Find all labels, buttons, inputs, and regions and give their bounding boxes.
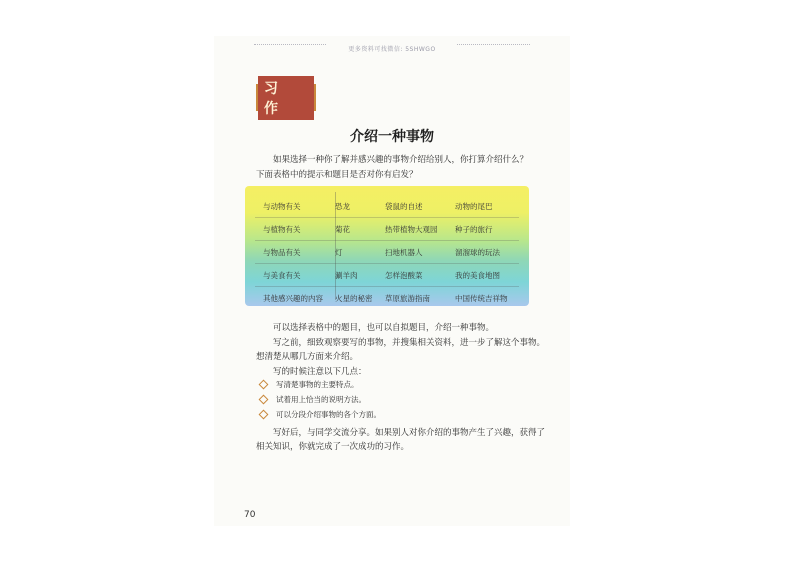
row-topic: 种子的旅行	[455, 225, 493, 234]
list-item-text: 写清楚事物的主要特点。	[276, 379, 359, 389]
table-row	[245, 264, 529, 287]
page-number: 70	[244, 510, 256, 520]
list-item	[256, 392, 546, 407]
row-category: 与美食有关	[263, 271, 301, 280]
table-row	[245, 195, 529, 218]
row-topic: 恐龙	[335, 202, 350, 211]
tips-list	[256, 377, 546, 422]
paragraph: 写的时候注意以下几点：	[273, 367, 367, 377]
row-topic: 灯	[335, 248, 343, 257]
row-topic: 中国传统吉祥物	[455, 294, 508, 303]
table-row	[245, 241, 529, 264]
diamond-icon	[259, 410, 269, 420]
row-topic: 火星的秘密	[335, 294, 373, 303]
topic-table	[245, 186, 529, 306]
textbook-page	[214, 36, 570, 526]
row-topic: 动物的尾巴	[455, 202, 493, 211]
section-badge-label: 习 作	[258, 76, 314, 120]
list-item-text: 试着用上恰当的说明方法。	[276, 394, 366, 404]
section-badge	[256, 80, 316, 117]
diamond-icon	[259, 380, 269, 390]
header-watermark: 更多资料可找微信: 5SHWGO	[327, 44, 457, 53]
row-topic: 草原旅游指南	[385, 294, 430, 303]
row-topic: 涮羊肉	[335, 271, 358, 280]
row-topic: 袋鼠的自述	[385, 202, 423, 211]
list-item	[256, 407, 546, 422]
intro-paragraph: 如果选择一种你了解并感兴趣的事物介绍给别人，你打算介绍什么？下面表格中的提示和题目是否对你有启发？	[256, 155, 529, 180]
table-row	[245, 218, 529, 241]
row-topic: 扫地机器人	[385, 248, 423, 257]
closing-paragraph: 写好后，与同学交流分享。如果别人对你介绍的事物产生了兴趣，获得了相关知识，你就完成了一次成功的习作。	[256, 428, 546, 452]
row-category: 与动物有关	[263, 202, 301, 211]
row-category: 与物品有关	[263, 248, 301, 257]
row-category: 其他感兴趣的内容	[263, 294, 323, 303]
row-topic: 菊花	[335, 225, 350, 234]
row-topic: 热带植物大观园	[385, 225, 438, 234]
paragraph: 可以选择表格中的题目，也可以自拟题目，介绍一种事物。	[273, 323, 495, 333]
page-title: 介绍一种事物	[350, 129, 434, 145]
diamond-icon	[259, 395, 269, 405]
row-topic: 我的美食地图	[455, 271, 500, 280]
list-item	[256, 377, 546, 392]
list-item-text: 可以分段介绍事物的各个方面。	[276, 409, 381, 419]
row-category: 与植物有关	[263, 225, 301, 234]
row-topic: 怎样泡酸菜	[385, 271, 423, 280]
table-row	[245, 287, 529, 310]
row-topic: 溜溜球的玩法	[455, 248, 500, 257]
paragraph: 写之前，细致观察要写的事物，并搜集相关资料，进一步了解这个事物。想清楚从哪几方面来介绍。	[256, 338, 546, 362]
